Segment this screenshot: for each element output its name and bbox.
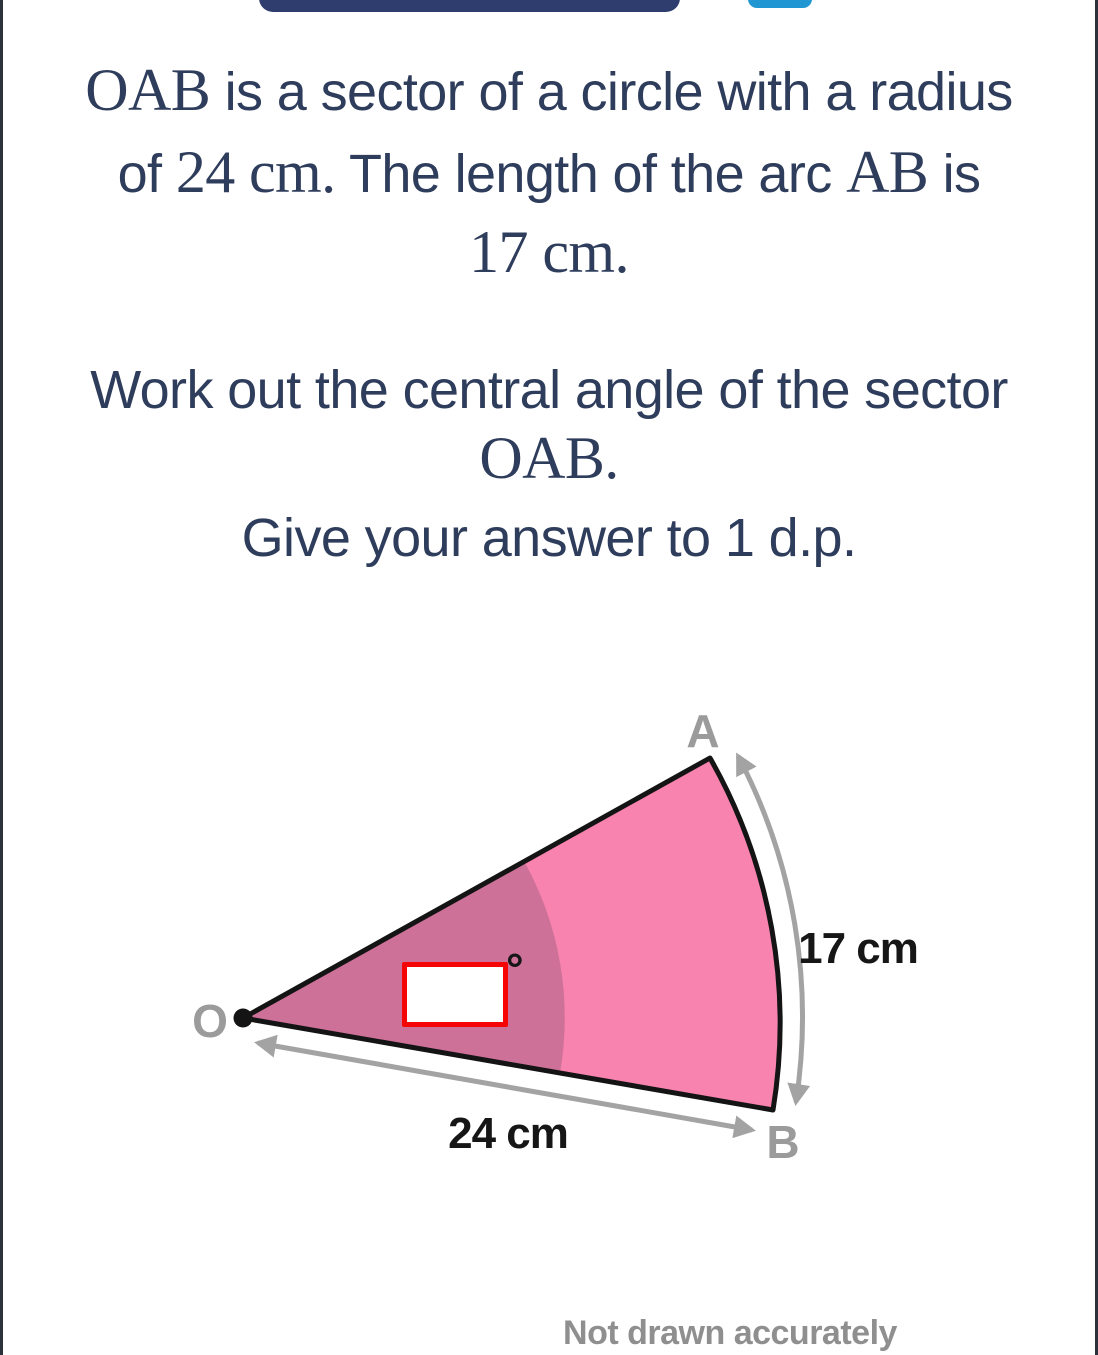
text-segment: OAB. [479, 425, 619, 491]
answer-input[interactable] [402, 962, 508, 1027]
text-segment: Work out the central angle of the sector [90, 360, 1008, 420]
top-navy-bar-partial[interactable] [259, 0, 680, 12]
sector-diagram [0, 690, 1098, 1190]
text-segment: The length of the arc [335, 144, 847, 204]
question-line-1 [0, 50, 1098, 132]
text-segment: OAB [85, 57, 211, 123]
vertex-a-label: A [686, 705, 720, 757]
vertex-b-label: B [766, 1116, 800, 1168]
origin-o-label: O [192, 995, 228, 1047]
origin-point-dot [234, 1009, 253, 1028]
text-segment: AB [846, 139, 929, 205]
radius-length-label: 24 cm [448, 1109, 568, 1158]
text-segment: Give your answer to 1 d.p. [241, 508, 857, 568]
text-segment: is a sector of a circle with a radius [210, 62, 1013, 122]
question-line-3 [0, 212, 1098, 294]
text-segment: of [117, 144, 176, 204]
question-line-5 [0, 418, 1098, 500]
degree-symbol: ° [506, 945, 524, 994]
text-segment: is [928, 144, 981, 204]
arc-length-label: 17 cm [798, 924, 918, 973]
text-segment: 24 cm. [175, 139, 336, 205]
question-line-2 [0, 132, 1098, 214]
not-drawn-accurately-note: Not drawn accurately [563, 1314, 897, 1352]
text-segment: 17 cm. [469, 219, 629, 285]
question-line-6 [0, 498, 1098, 578]
top-blue-button-partial[interactable] [748, 0, 812, 8]
